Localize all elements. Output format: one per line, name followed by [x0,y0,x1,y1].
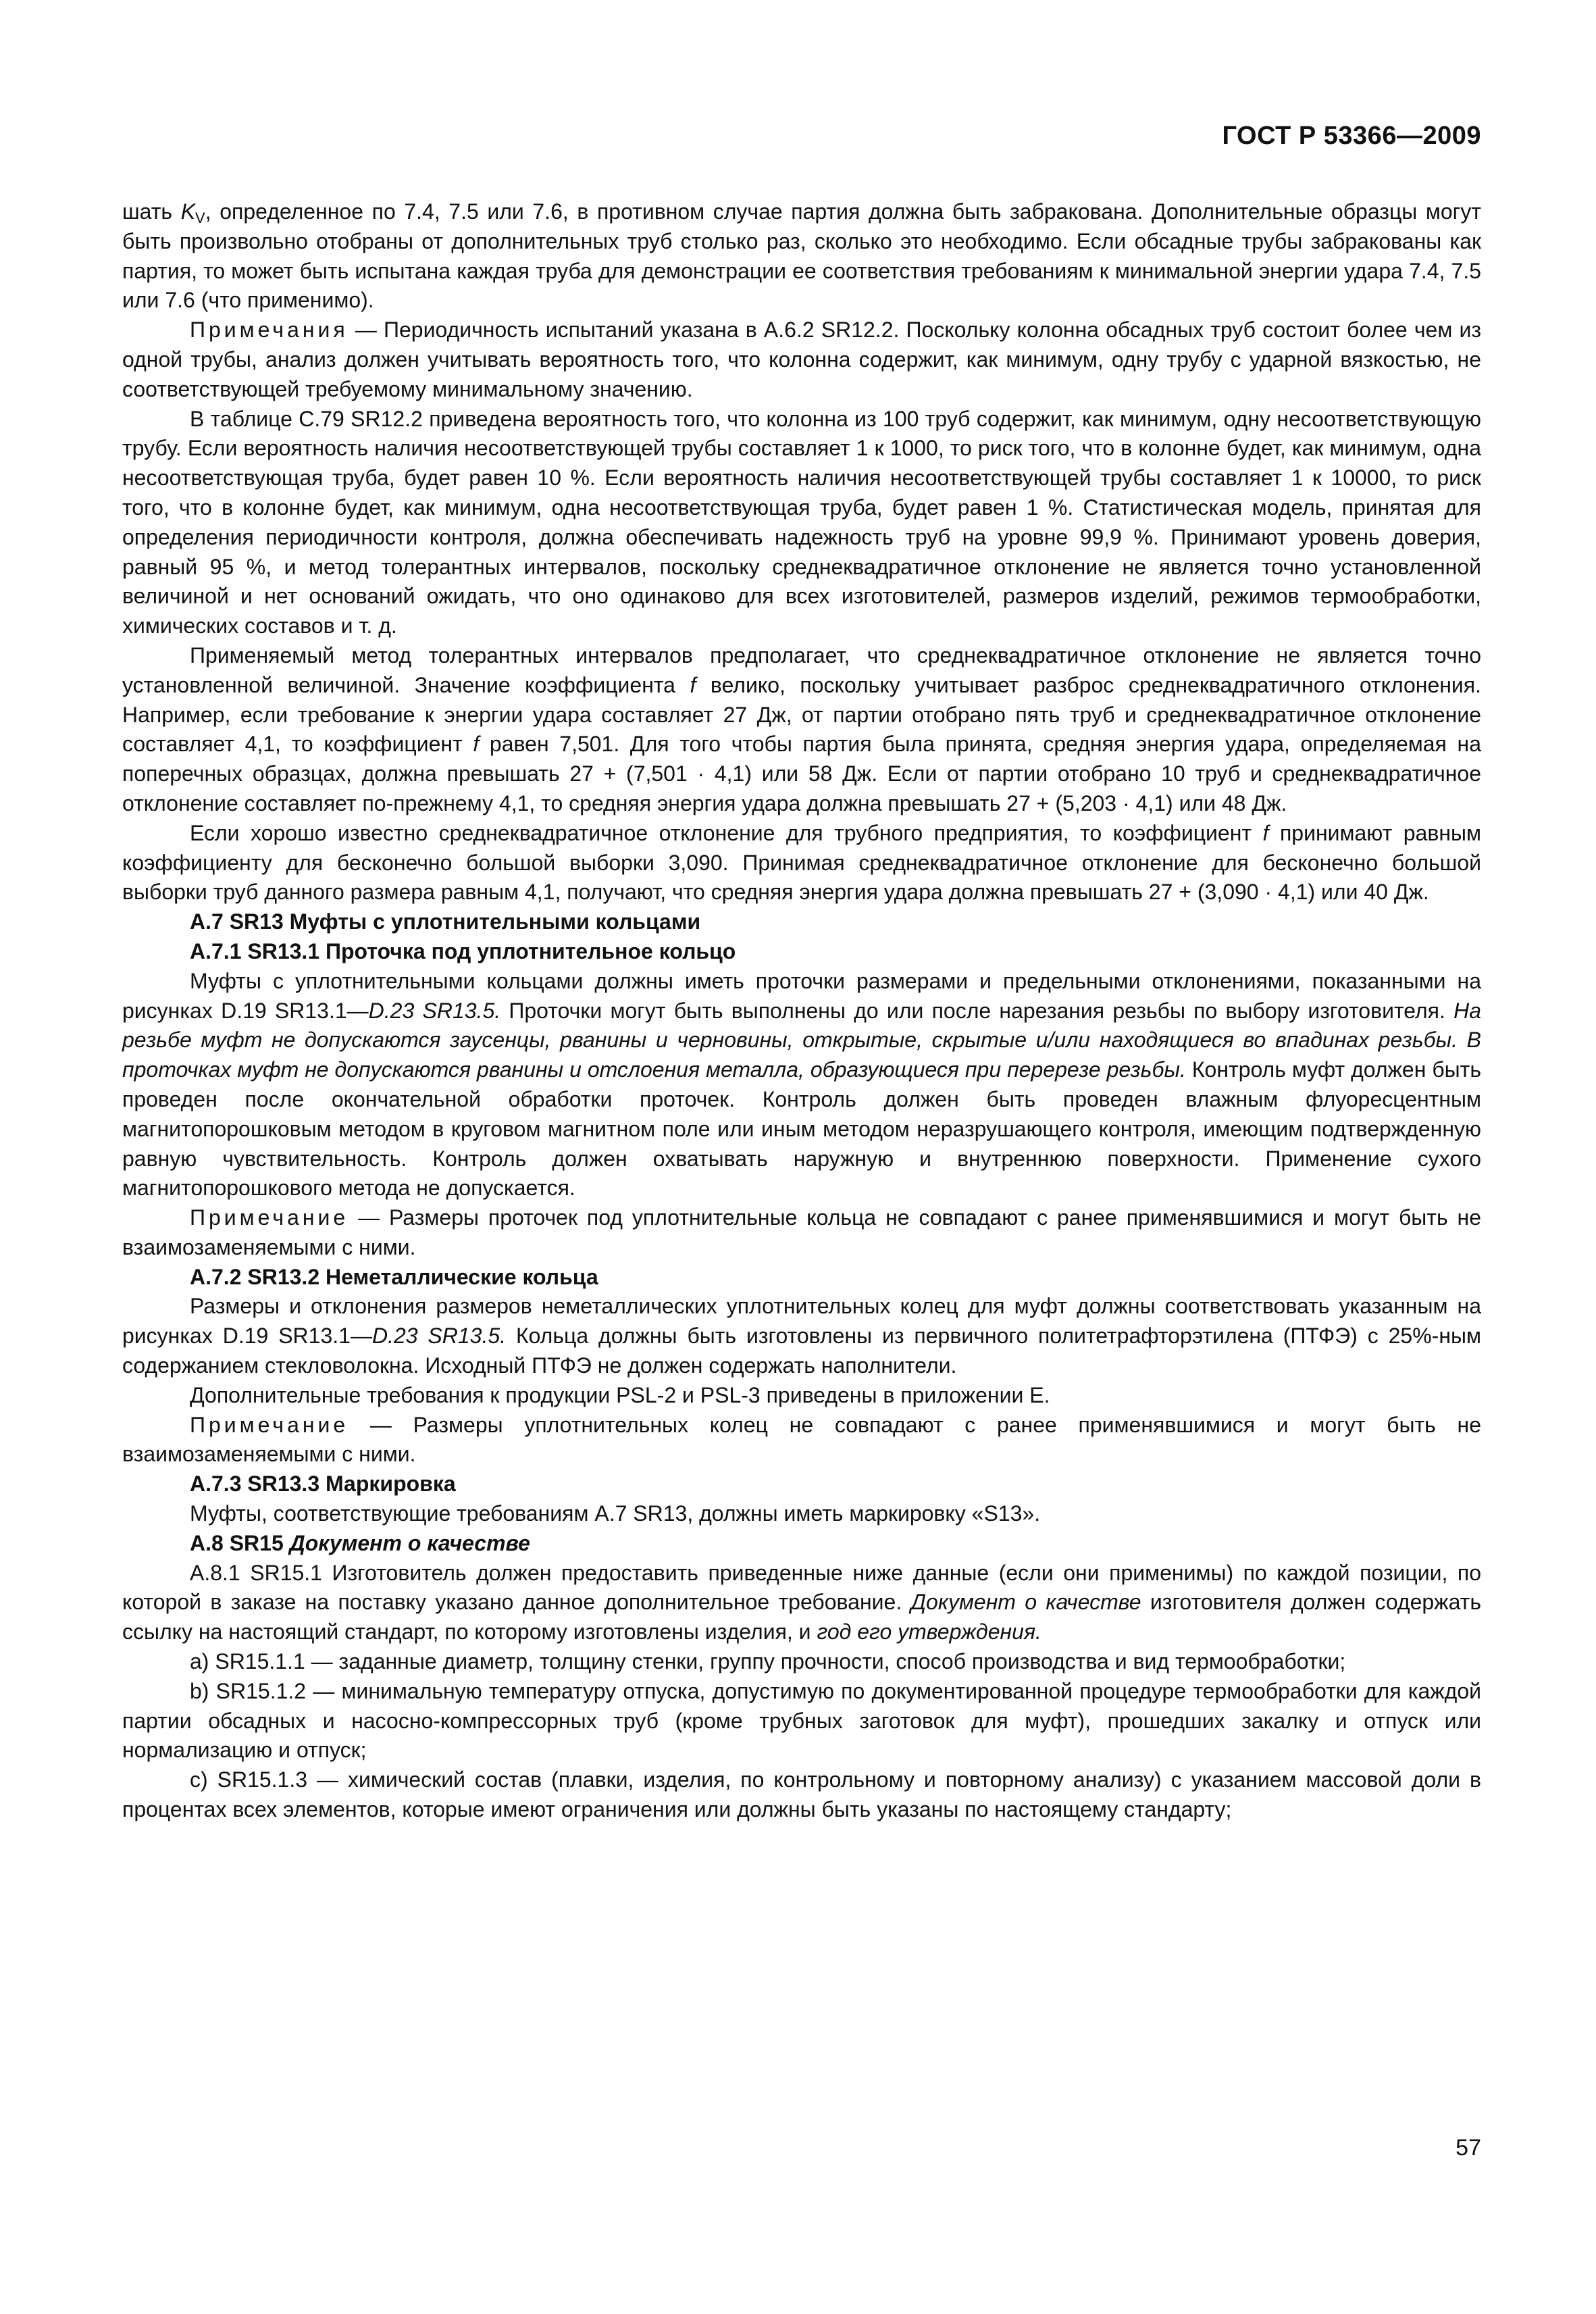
note-label: Примечания [190,318,349,343]
paragraph-quality-doc: А.8.1 SR15.1 Изготовитель должен предоставить приведенные ниже данные (если они применимы) по каждой позиции, по которой в заказе на поставку указано данное дополнительное требование. Документ о качестве изготовителя должен содержать ссылку на настоящий стандарт, по которому изготовлены изделия, и год его утверждения. [122,1560,1481,1644]
heading-a8: А.8 SR15 Документ о качестве [190,1530,530,1555]
heading-a7-3: А.7.3 SR13.3 Маркировка [190,1472,456,1496]
list-item-b: b) SR15.1.2 — минимальную температуру отпуска, допустимую по документированной процедуре термообработки для каждой партии обсадных и насосно-компрессорных труб (кроме трубных заготовок для муфт), прошедших закалку и отпуск или нормализацию и отпуск; [122,1678,1481,1763]
page-body [122,197,1481,1825]
heading-a7: А.7 SR13 Муфты с уплотнительными кольцами [190,909,701,934]
paragraph-kv: шать $K_V$, определенное по 7.4, 7.5 или 7.6, в противном случае партия должна быть забракована. Дополнительные образцы могут быть произвольно отобраны от дополнительных труб столько раз, сколько это необходимо. Если обсадные трубы забракованы как партия, то может быть испытана каждая труба для демонстрации ее соответствия требованиям к минимальной энергии удара 7.4, 7.5 или 7.6 (что применимо). [122,199,1482,313]
note-grooves: Примечание — Размеры проточек под уплотнительные кольца не совпадают с ранее применявшимися и могут быть не взаимозаменяемыми с ними. [122,1205,1481,1259]
paragraph-rings: Размеры и отклонения размеров неметаллических уплотнительных колец для муфт должны соответствовать указанным на рисунках D.19 SR13.1—D.23 SR13.5. Кольца должны быть изготовлены из первичного политетрафторэтилена (ПТФЭ) с 25%-ным содержанием стекловолокна. Исходный ПТФЭ не должен содержать наполнители. [122,1294,1482,1378]
page-header-standard: ГОСТ Р 53366—2009 [1222,122,1481,150]
heading-a7-1: А.7.1 SR13.1 Проточка под уплотнительное кольцо [190,938,736,963]
paragraph-tolerance-method: Применяемый метод толерантных интервалов предполагает, что среднеквадратичное отклонение не является точно установленной величиной. Значение коэффициента f велико, поскольку учитывает разброс среднеквадратичного отклонения. Например, если требование к энергии удара составляет 27 Дж, от партии отобрано пять труб и среднеквадратичное отклонение составляет 4,1, то коэффициент f равен 7,501. Для того чтобы партия была принята, средняя энергия удара, определяемая на поперечных образцах, должна превышать 27 + (7,501 · 4,1) или 58 Дж. Если от партии отобрано 10 труб и среднеквадратичное отклонение составляет по-прежнему 4,1, то средняя энергия удара должна превышать 27 + (5,203 · 4,1) или 48 Дж. [122,643,1482,815]
paragraph-marking: Муфты, соответствующие требованиям А.7 SR13, должны иметь маркировку «S13». [190,1501,1041,1526]
note-label: Примечание [190,1412,349,1437]
heading-a7-2: А.7.2 SR13.2 Неметаллические кольца [190,1264,598,1289]
list-item-c: c) SR15.1.3 — химический состав (плавки, изделия, по контрольному и повторному анализу) с указанием массовой доли в процентах всех элементов, которые имеют ограничения или должны быть указаны по настоящему стандарту; [122,1767,1481,1822]
note-periodicity: Примечания — Периодичность испытаний указана в А.6.2 SR12.2. Поскольку колонна обсадных труб состоит более чем из одной трубы, анализ должен учитывать вероятность того, что колонна содержит, как минимум, одну трубу с ударной вязкостью, не соответствующей требуемому минимальному значению. [122,318,1481,401]
kv-symbol: K [180,199,196,224]
paragraph-table-c79: В таблице С.79 SR12.2 приведена вероятность того, что колонна из 100 труб содержит, как минимум, одну несоответствующую трубу. Если вероятность наличия несоответствующей трубы составляет 1 к 1000, то риск того, что в колонне будет, как минимум, одна несоответствующая труба, будет равен 10 %. Если вероятность наличия несоответствующей трубы составляет 1 к 10000, то риск того, что в колонне будет, как минимум, одна несоответствующая труба, будет равен 1 %. Статистическая модель, принятая для определения периодичности контроля, должна обеспечивать надежность труб на уровне 99,9 %. Принимают уровень доверия, равный 95 %, и метод толерантных интервалов, поскольку среднеквадратичное отклонение не является точно установленной величиной и нет оснований ожидать, что оно одинаково для всех изготовителей, размеров изделий, режимов термообработки, химических составов и т. д. [122,406,1481,638]
kv-subscript: V [195,209,205,226]
note-label: Примечание [190,1205,349,1230]
paragraph-psl: Дополнительные требования к продукции PSL-2 и PSL-3 приведены в приложении Е. [190,1382,1050,1407]
paragraph-known-deviation: Если хорошо известно среднеквадратичное отклонение для трубного предприятия, то коэффициент f принимают равным коэффициенту для бесконечно большой выборки 3,090. Принимая среднеквадратичное отклонение для бесконечно большой выборки труб данного размера равным 4,1, получают, что средняя энергия удара должна превышать 27 + (3,090 · 4,1) или 40 Дж. [122,820,1482,905]
list-item-a: a) SR15.1.1 — заданные диаметр, толщину стенки, группу прочности, способ производства и вид термообработки; [190,1649,1346,1674]
page-number: 57 [1456,2135,1481,2161]
paragraph-grooves: Муфты с уплотнительными кольцами должны иметь проточки размерами и предельными отклонениями, показанными на рисунках D.19 SR13.1—D.23 SR13.5. Проточки могут быть выполнены до или после нарезания резьбы по выбору изготовителя. На резьбе муфт не допускаются заусенцы, рванины и черновины, открытые, скрытые и/или находящиеся во впадинах резьбы. В проточках муфт не допускаются рванины и отслоения металла, образующиеся при перерезе резьбы. Контроль муфт должен быть проведен после окончательной обработки проточек. Контроль должен быть проведен влажным флуоресцентным магнитопорошковым методом в круговом магнитном поле или иным методом неразрушающего контроля, имеющим подтвержденную равную чувствительность. Контроль должен охватывать наружную и внутреннюю поверхности. Применение сухого магнитопорошкового метода не допускается. [122,968,1482,1201]
note-rings: Примечание — Размеры уплотнительных колец не совпадают с ранее применявшимися и могут быть не взаимозаменяемыми с ними. [122,1412,1481,1467]
